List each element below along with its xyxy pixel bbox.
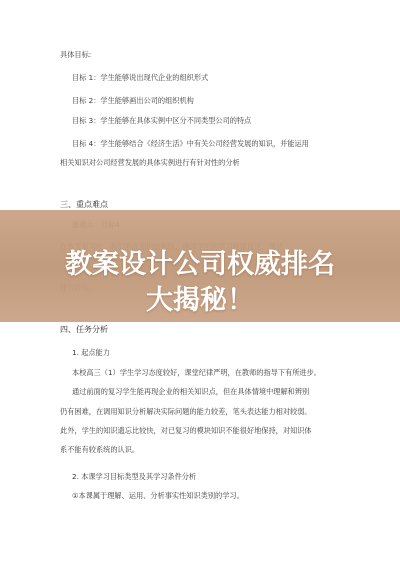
doc-line-learning-goal-type: 2. 本课学习目标类型及其学习条件分析 bbox=[72, 472, 197, 481]
doc-line-goal-1: 目标 1：学生能够说出现代企业的组织形式 bbox=[72, 73, 209, 82]
doc-line-goal-3: 目标 3：学生能够在具体实例中区分不同类型公司的特点 bbox=[72, 116, 252, 125]
doc-line-starting-ability: 1. 起点能力 bbox=[72, 348, 110, 357]
doc-line-para-3: 仍有困难，在调用知识分析解决实际问题的能力较差，笔头表达能力相对较弱。 bbox=[60, 407, 312, 416]
doc-line-para-5: 系不能有较系统的认识。 bbox=[60, 445, 140, 454]
doc-line-goal-2: 目标 2：学生能够画出公司的组织机构 bbox=[72, 96, 194, 105]
promo-banner bbox=[0, 210, 400, 322]
banner-title-line-2: 大揭秘！ bbox=[146, 285, 254, 316]
doc-line-learning-category: ①本课属于理解、运用、分析事实性知识类别的学习。 bbox=[72, 491, 244, 500]
doc-line-goal-4-cont: 相关知识对公司经营发展的具体实例进行有针对性的分析 bbox=[60, 158, 240, 167]
doc-line-goal-4: 目标 4：学生能够结合《经济生活》中有关公司经营发展的知识，并能运用 bbox=[72, 139, 309, 148]
banner-title-line-1: 教案设计公司权威排名 bbox=[65, 249, 335, 280]
doc-line-objectives-label: 具体目标: bbox=[60, 50, 92, 59]
section-heading-key-points: 三、重点难点 bbox=[60, 200, 108, 209]
doc-line-para-4: 此外，学生的知识遗忘比较快，对已复习的模块知识不能很好地保持，对知识体 bbox=[60, 426, 312, 435]
section-heading-task-analysis: 四、任务分析 bbox=[60, 325, 108, 334]
doc-line-para-2: 通过前面的复习学生能再现企业的相关知识点，但在具体情境中理解和辨别 bbox=[72, 387, 310, 396]
doc-line-para-1: 本校高三（1）学生学习态度较好，课堂纪律严明，在教师的指导下有所进步。 bbox=[72, 368, 321, 377]
